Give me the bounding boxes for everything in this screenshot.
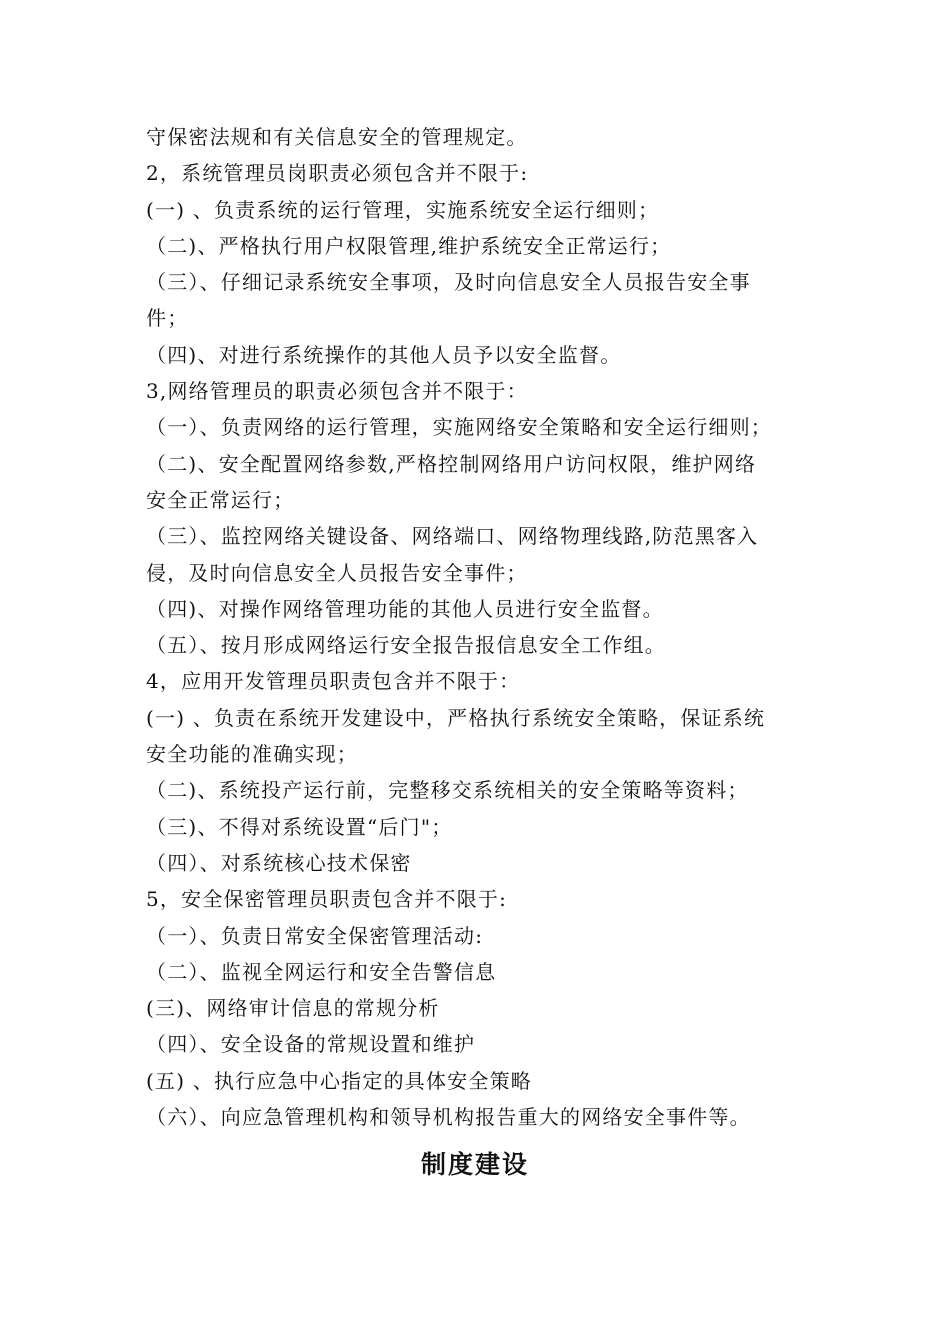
text-line: 安全功能的准确实现； xyxy=(146,742,358,767)
text-line: （六）、向应急管理机构和领导机构报告重大的网络安全事件等。 xyxy=(146,1105,751,1130)
text-line: 件； xyxy=(146,306,189,331)
text-line: （三）、仔细记录系统安全事项，及时向信息安全人员报告安全事 xyxy=(146,270,751,295)
text-line: （二)、系统投产运行前，完整移交系统相关的安全策略等资料； xyxy=(146,778,749,803)
text-line: （四)、对操作网络管理功能的其他人员进行安全监督。 xyxy=(146,596,664,621)
text-line: （五）、按月形成网络运行安全报告报信息安全工作组。 xyxy=(146,633,666,658)
text-line: (三)、网络审计信息的常规分析 xyxy=(146,996,440,1021)
text-line: （三）、监控网络关键设备、网络端口、网络物理线路,防范黑客入 xyxy=(146,524,759,549)
text-line: 4，应用开发管理员职责包含并不限于： xyxy=(146,669,521,694)
text-line: （二)、安全配置网络参数,严格控制网络用户访问权限，维护网络 xyxy=(146,451,757,476)
text-line: (一) 、负责在系统开发建设中，严格执行系统安全策略，保证系统 xyxy=(146,705,766,730)
text-line: （四)、对进行系统操作的其他人员予以安全监督。 xyxy=(146,342,622,367)
text-line: (一) 、负责系统的运行管理，实施系统安全运行细则； xyxy=(146,197,660,222)
text-line: 2，系统管理员岗职责必须包含并不限于: xyxy=(146,161,529,186)
text-line: （四）、对系统核心技术保密 xyxy=(146,850,412,875)
text-line: （一）、负责网络的运行管理，实施网络安全策略和安全运行细则； xyxy=(146,415,772,440)
section-heading: 制度建设 xyxy=(420,1150,529,1179)
text-line: 守保密法规和有关信息安全的管理规定。 xyxy=(146,125,528,149)
text-line: （二）、监视全网运行和安全告警信息 xyxy=(146,959,497,984)
text-line: (五) 、执行应急中心指定的具体安全策略 xyxy=(146,1068,532,1093)
text-line: 3,网络管理员的职责必须包含并不限于： xyxy=(146,379,528,404)
text-line: （一）、负责日常安全保密管理活动: xyxy=(146,923,484,948)
text-line: （三)、不得对系统设置“后门"； xyxy=(146,814,453,839)
text-line: 安全正常运行； xyxy=(146,487,295,512)
document-body xyxy=(146,119,836,1135)
text-line: 侵，及时向信息安全人员报告安全事件； xyxy=(146,560,528,585)
text-line: 5，安全保密管理员职责包含并不限于: xyxy=(146,887,508,912)
text-line: （四）、安全设备的常规设置和维护 xyxy=(146,1032,476,1057)
text-line: （二)、严格执行用户权限管理,维护系统安全正常运行； xyxy=(146,233,672,258)
